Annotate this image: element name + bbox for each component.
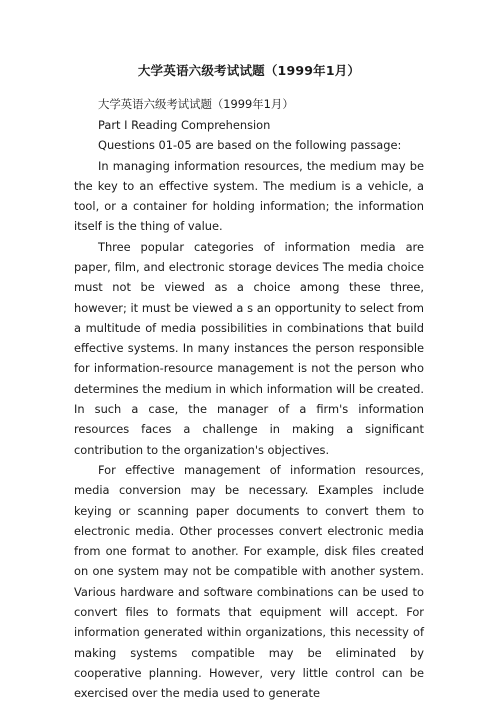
passage-paragraph-2: Three popular categories of information media are paper, film, and electronic storage devices The media choice must not be viewed as a choice among these three, however; it must be viewed a s an opportunity to select from a multitude of media possibilities in combinations that build effective systems. In many instances the person responsible for information-resource management is not the person who determines the medium in which information will be created. In such a case, the manager of a firm's information resources faces a challenge in making a significant contribution to the organization's objectives. [74,239,424,457]
questions-intro: Questions 01-05 are based on the following passage: [98,138,402,152]
part-heading: Part I Reading Comprehension [98,117,271,132]
passage-paragraph-3: For effective management of information resources, media conversion may be necessary. Examples include keying or scanning paper documents to convert them to electronic media. Other processes convert electronic media from one format to another. For example, disk files created on one system may not be compatible with another system. Various hardware and software combinations can be used to convert files to formats that equipment will accept. For information generated within organizations, this necessity of making systems compatible may be eliminated by cooperative planning. However, very little control can be exercised over the media used to generate [74,462,424,701]
document-title: 大学英语六级考试试题（1999年1月） [137,63,361,78]
document-subtitle: 大学英语六级考试试题（1999年1月） [98,97,294,111]
passage-paragraph-1: In managing information resources, the medium may be the key to an effective system. The medium is a vehicle, a tool, or a container for holding information; the information itself is the thing of value. [74,158,424,234]
